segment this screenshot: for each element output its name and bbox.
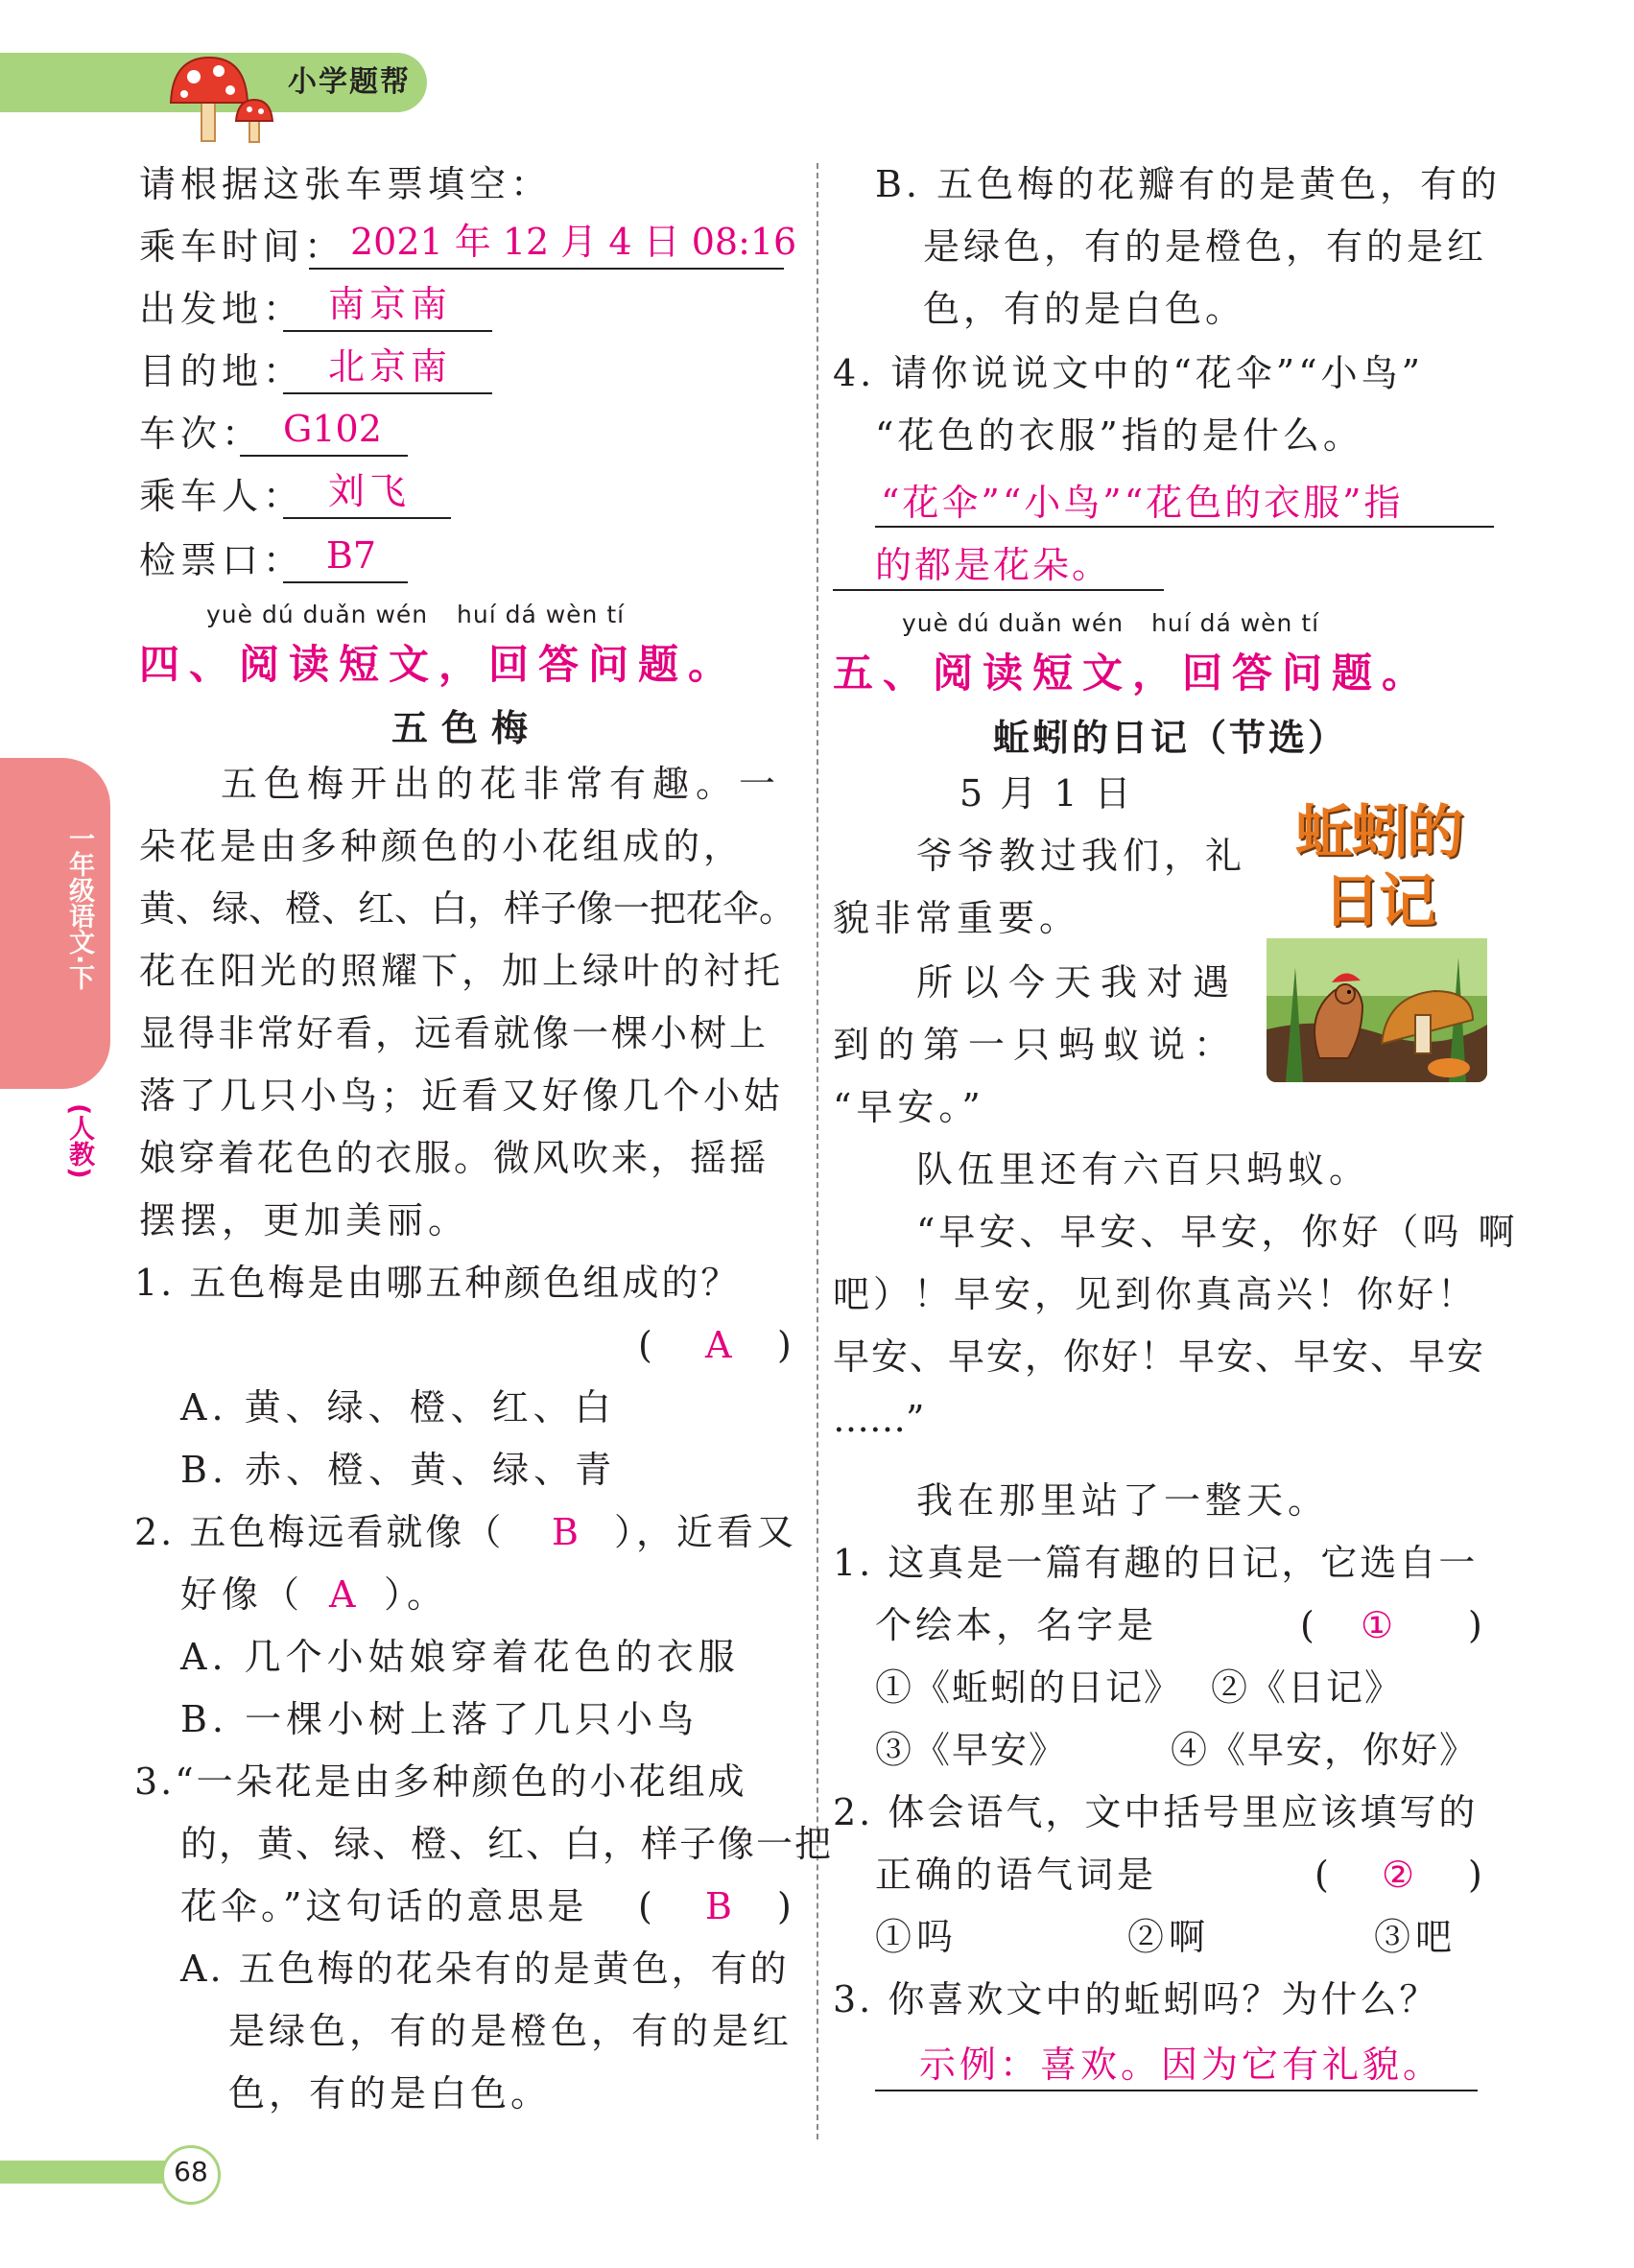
s5-q2-line2: 正确的语气词是 — [875, 1854, 1158, 1896]
s5-q1-option-1: ①《蚯蚓的日记》 — [875, 1666, 1183, 1709]
from-answer-line — [283, 330, 492, 332]
passage-line: 摆摆，更加美丽。 — [139, 1199, 470, 1241]
q4-answer-line1: “花伞”“小鸟”“花色的衣服”指 — [881, 482, 1404, 524]
time-answer-line — [309, 268, 784, 270]
s5-q2-answer: ② — [1382, 1854, 1420, 1896]
passage-line: 花在阳光的照耀下，加上绿叶的衬托 — [139, 950, 785, 992]
q1-answer: A — [705, 1324, 737, 1366]
q2-line2-start: 好像（ — [180, 1573, 305, 1616]
gate-answer-line — [283, 581, 408, 583]
time-label: 乘车时间： — [139, 225, 346, 268]
q3-line3: 花伞。”这句话的意思是 — [180, 1885, 588, 1927]
s5-q1-close-paren: ) — [1468, 1604, 1487, 1646]
s5-q2-open-paren: ( — [1314, 1854, 1334, 1896]
from-label: 出发地： — [139, 288, 305, 330]
q4-answer-line2: 的都是花朵。 — [875, 544, 1112, 586]
q3-option-b-line3: 色，有的是白色。 — [923, 288, 1246, 330]
train-answer-line — [240, 455, 408, 457]
page-number: 68 — [174, 2156, 208, 2187]
s5-q2-close-paren: ) — [1468, 1854, 1487, 1896]
q2-mid: ），近看又 — [614, 1511, 798, 1553]
diary-p3: 队伍里还有六百只蚂蚁。 — [916, 1148, 1371, 1191]
passenger-label: 乘车人： — [139, 475, 305, 517]
diary-p2-line2: 到的第一只蚂蚁说： — [833, 1024, 1240, 1066]
q1-text: 1. 五色梅是由哪五种颜色组成的？ — [134, 1262, 741, 1304]
passage-line: 五色梅开出的花非常有趣。一 — [221, 763, 783, 805]
q4-line2: “花色的衣服”指的是什么。 — [875, 414, 1363, 457]
to-label: 目的地： — [139, 350, 305, 392]
diary-p4-line1: “早安、早安、早安，你好（吗 啊 — [916, 1211, 1519, 1253]
diary-p5: 我在那里站了一整天。 — [916, 1479, 1330, 1522]
q4-answer-underline-1 — [875, 526, 1494, 528]
q3-option-b-line1: B. 五色梅的花瓣有的是黄色，有的 — [875, 163, 1502, 205]
q3-option-a-line1: A. 五色梅的花朵有的是黄色，有的 — [180, 1948, 790, 1990]
q4-line1: 4. 请你说说文中的“花伞”“小鸟” — [833, 352, 1425, 394]
side-tab-grade: 一年级语文·下 — [64, 825, 94, 991]
q3-line1: 3.“一朵花是由多种颜色的小花组成 — [134, 1760, 747, 1803]
diary-date: 5 月 1 日 — [959, 772, 1134, 815]
to-answer: 北京南 — [328, 345, 453, 388]
gate-answer: B7 — [326, 534, 377, 577]
ticket-prompt: 请根据这张车票填空： — [139, 163, 553, 205]
s5-q1-option-3: ③《早安》 — [875, 1729, 1068, 1771]
passage-title: 五色梅 — [391, 707, 542, 749]
passage-line: 娘穿着花色的衣服。微风吹来，摇摇 — [139, 1137, 770, 1179]
q3-option-a-line2: 是绿色，有的是橙色，有的是红 — [228, 2010, 793, 2052]
passage-line: 朵花是由多种颜色的小花组成的， — [139, 825, 745, 867]
earthworm-illustration — [1267, 938, 1487, 1082]
q3-answer: B — [705, 1885, 737, 1927]
diary-title: 蚯蚓的日记（节选） — [993, 717, 1348, 759]
passenger-answer: 刘飞 — [328, 470, 412, 512]
q1-close-paren: ) — [777, 1324, 796, 1366]
section4-heading: 四、阅读短文，回答问题。 — [139, 641, 739, 688]
q1-option-b: B. 赤、橙、黄、绿、青 — [180, 1449, 617, 1491]
q1-option-a: A. 黄、绿、橙、红、白 — [180, 1386, 616, 1429]
q3-option-b-line2: 是绿色，有的是橙色，有的是红 — [923, 225, 1488, 268]
side-tab-edition: (人教) — [64, 1103, 94, 1179]
s5-q3-answer: 示例：喜欢。因为它有礼貌。 — [919, 2044, 1444, 2086]
book-cover-image — [1267, 794, 1487, 1082]
diary-p4-line4: ……” — [833, 1398, 925, 1440]
passage-line: 黄、绿、橙、红、白，样子像一把花伞。 — [139, 887, 796, 930]
s5-q1-option-4: ④《早安，你好》 — [1171, 1729, 1479, 1771]
s5-q3-text: 3. 你喜欢文中的蚯蚓吗？为什么？ — [833, 1978, 1439, 2020]
section4-pinyin-read: yuè dú duǎn wén — [206, 601, 429, 628]
s5-q1-line1: 1. 这真是一篇有趣的日记，它选自一 — [833, 1542, 1479, 1584]
q3-line2: 的，黄、绿、橙、红、白，样子像一把 — [180, 1823, 834, 1865]
section5-pinyin-read: yuè dú duǎn wén — [902, 609, 1125, 637]
q2-end: ）。 — [384, 1573, 449, 1616]
diary-p4-line3: 早安、早安，你好！早安、早安、早安 — [833, 1335, 1486, 1378]
train-answer: G102 — [283, 408, 382, 450]
time-answer: 2021 年 12 月 4 日 08:16 — [350, 221, 797, 263]
diary-p1-line2: 貌非常重要。 — [833, 897, 1081, 939]
to-answer-line — [283, 392, 492, 394]
s5-q1-answer: ① — [1361, 1604, 1399, 1646]
s5-q1-open-paren: ( — [1300, 1604, 1319, 1646]
section5-pinyin-answer: huí dá wèn tí — [1151, 609, 1320, 637]
q3-open-paren: ( — [638, 1885, 657, 1927]
section4-pinyin-answer: huí dá wèn tí — [457, 601, 626, 628]
s5-q2-line1: 2. 体会语气，文中括号里应该填写的 — [833, 1791, 1479, 1833]
q3-option-a-line3: 色，有的是白色。 — [228, 2072, 552, 2114]
passage-line: 落了几只小鸟；近看又好像几个小姑 — [139, 1075, 785, 1117]
diary-p2-line3: “早安。” — [833, 1086, 985, 1128]
s5-q3-answer-underline — [875, 2090, 1478, 2091]
q3-close-paren: ) — [777, 1885, 796, 1927]
from-answer: 南京南 — [328, 283, 453, 325]
s5-q1-line2: 个绘本，名字是 — [875, 1604, 1158, 1646]
s5-q2-option-3: ③吧 — [1374, 1916, 1457, 1958]
s5-q2-option-2: ②啊 — [1127, 1916, 1211, 1958]
s5-q2-option-1: ①吗 — [875, 1916, 959, 1958]
q2-start: 2. 五色梅远看就像（ — [134, 1511, 505, 1553]
diary-p1-line1: 爷爷教过我们，礼 — [916, 835, 1247, 877]
mushroom-icon — [163, 50, 288, 150]
diary-p4-line2: 吧）！早安，见到你真高兴！你好！ — [833, 1273, 1479, 1315]
q4-answer-underline-2 — [833, 589, 1164, 591]
q1-open-paren: ( — [638, 1324, 657, 1366]
passage-line: 显得非常好看，远看就像一棵小树上 — [139, 1012, 770, 1054]
brand-label: 小学题帮 — [288, 65, 411, 99]
book-cover-title: 蚯蚓的日记 — [1295, 799, 1462, 935]
diary-p2-line1: 所以今天我对遇 — [916, 961, 1240, 1004]
q2-answer-2: A — [329, 1573, 361, 1616]
train-label: 车次： — [139, 413, 264, 455]
s5-q1-option-2: ②《日记》 — [1211, 1666, 1404, 1709]
section5-heading: 五、阅读短文，回答问题。 — [833, 650, 1433, 697]
q2-option-b: B. 一棵小树上落了几只小鸟 — [180, 1698, 699, 1740]
passenger-answer-line — [283, 517, 451, 519]
q2-option-a: A. 几个小姑娘穿着花色的衣服 — [180, 1636, 740, 1678]
q2-answer-1: B — [552, 1511, 583, 1553]
gate-label: 检票口： — [139, 539, 305, 581]
